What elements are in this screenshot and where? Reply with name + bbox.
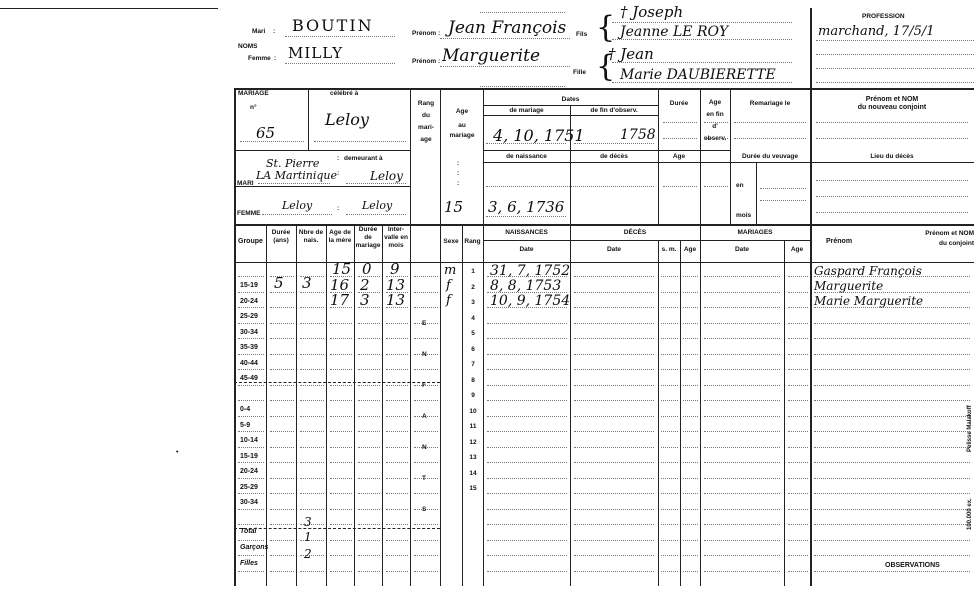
nouveau-conjoint-label: Prénom et NOM du nouveau conjoint	[857, 96, 927, 111]
total-label: Total	[240, 528, 257, 535]
group-row-label: 20-24	[240, 297, 258, 305]
rang-number: 2	[471, 283, 475, 291]
de-deces-label: de décès	[600, 153, 628, 160]
age-mere-label: Age de la mère	[328, 229, 352, 244]
group-row-label: 35-39	[240, 344, 258, 351]
child-1-name: Gaspard François	[814, 264, 922, 278]
group-row-label: 25-29	[240, 313, 258, 320]
child-3-birth-date: 10, 9, 1754	[490, 293, 571, 309]
row-15-19-duree-mariage: 2	[360, 276, 370, 294]
total-value: 3	[304, 515, 312, 529]
fils-mother: Jeanne LE ROY	[620, 24, 729, 40]
first-row-intervalle: 9	[390, 260, 400, 278]
wife-surname: MILLY	[288, 44, 344, 62]
section-separator	[234, 382, 440, 383]
group-row-label: 40-44	[240, 359, 258, 367]
group-row-label: 0-4	[240, 406, 251, 413]
rang-number: 14	[469, 469, 477, 477]
row-15-19-age-mere: 16	[330, 276, 350, 294]
sm-label: s. m.	[661, 246, 677, 253]
noms-label: NOMS	[238, 43, 258, 50]
marriage-place: Leloy	[325, 110, 369, 129]
enfants-letter: N	[422, 444, 427, 451]
child-2-birth-date: 8, 8, 1753	[490, 278, 562, 294]
rang-label: Rang	[464, 238, 481, 245]
garcons-value: 1	[304, 530, 312, 544]
group-row-label: 30-34	[240, 499, 258, 506]
number-label: n°	[250, 104, 257, 111]
fin-observ-date: 1758	[620, 127, 656, 143]
rang-number: 13	[469, 454, 477, 461]
age-mariage-label: Age au mariage	[449, 108, 475, 139]
rang-number: 11	[469, 423, 477, 430]
dates-label: Dates	[561, 96, 580, 103]
en-label: en	[736, 182, 744, 189]
prenom-label-wife: Prénom	[412, 58, 437, 65]
child-3-sexe: f	[446, 293, 451, 308]
femme-age: 15	[444, 198, 464, 216]
rang-number: 4	[471, 314, 475, 322]
duree-ans-label: Durée (ans)	[271, 229, 291, 244]
child-2-sexe: f	[446, 278, 451, 293]
printer-credit: Pelisse Malakoff	[967, 405, 973, 452]
prenom-label-husband: Prénom	[412, 30, 437, 37]
celebre-label: célébré à	[330, 90, 359, 97]
fils-father: † Joseph	[620, 3, 684, 21]
mariages-date-label: Date	[734, 246, 750, 253]
fin-observ-label: de fin d'observ.	[590, 107, 638, 114]
first-row-age-mere: 15	[332, 260, 352, 278]
enfants-letter: A	[422, 413, 427, 420]
group-row-label: 45-49	[240, 375, 258, 382]
duree-mariage-label: Durée de mariage	[355, 226, 381, 249]
enfants-letter: E	[422, 320, 427, 327]
fille-mother: Marie DAUBIERETTE	[620, 67, 776, 83]
child-1-sexe: m	[444, 263, 457, 278]
row-15-19-nbre: 3	[302, 274, 312, 292]
mariage-label: MARIAGE	[238, 90, 269, 97]
lieu-deces-label: Lieu du décès	[870, 153, 914, 160]
enfants-letter: T	[422, 475, 426, 482]
rang-number: 7	[471, 361, 475, 368]
observations-label: OBSERVATIONS	[885, 562, 940, 569]
rang-number: 8	[471, 376, 475, 384]
naissance-date-label: Date	[519, 246, 534, 253]
femme-row-label: FEMME	[237, 210, 261, 217]
child-1-birth-date: 31, 7, 1752	[490, 263, 571, 279]
groupe-label: Groupe	[238, 238, 263, 245]
demeurant-label: demeurant à	[344, 155, 383, 162]
mari-label: Mari	[252, 28, 266, 35]
totals-separator	[234, 528, 440, 529]
rang-number: 10	[469, 407, 477, 415]
rang-number: 3	[471, 299, 475, 306]
naissances-label: NAISSANCES	[505, 229, 548, 236]
mari-residence: Leloy	[370, 169, 403, 183]
mariages-label: MARIAGES	[737, 229, 773, 236]
fille-label: Fille	[573, 69, 587, 76]
duree-label: Durée	[669, 100, 689, 107]
de-mariage-label: de mariage	[509, 107, 544, 114]
child-2-name: Marguerite	[814, 279, 884, 293]
rang-number: 6	[471, 345, 475, 353]
deces-age-label: Age	[683, 246, 697, 253]
group-row-label: 10-14	[240, 437, 258, 444]
first-row-duree-mariage: 0	[362, 260, 372, 278]
group-row-label: 25-29	[240, 483, 258, 491]
profession-label: PROFESSION	[862, 13, 905, 20]
femme-residence: Leloy	[362, 199, 393, 212]
mari-row-label: MARI	[237, 180, 254, 187]
group-row-label: 15-19	[240, 282, 258, 289]
group-row-label: 15-19	[240, 452, 258, 460]
copies-count: 100.000 ex.	[967, 498, 973, 530]
row-20-24-duree-mariage: 3	[360, 291, 370, 309]
enfants-letter: S	[422, 506, 427, 513]
filles-label: Filles	[240, 560, 258, 567]
deces-date-label: Date	[606, 246, 622, 253]
enfants-letter: F	[422, 382, 426, 389]
filles-value: 2	[304, 547, 312, 561]
de-naissance-label: de naissance	[506, 153, 547, 160]
marriage-date: 4, 10, 1751	[493, 126, 585, 145]
duree-veuvage-label: Durée du veuvage	[742, 153, 798, 160]
child-3-name: Marie Marguerite	[814, 294, 924, 308]
rang-mariage-label: Rang du mari- age	[417, 100, 435, 143]
remariage-label: Remariage le	[749, 100, 791, 107]
group-row-label: 30-34	[240, 328, 258, 336]
age-label-2: Age	[672, 153, 686, 160]
registration-form-page: Mari : NOMS Femme : BOUTIN MILLY Prénom : Prénom : Jean François Marguerite Fils Fille { { † Joseph Jeanne LE ROY † Jean Marie DAUBIERETTE PROFESSION marchand, 17/5/1 MARIAGE célébré à n° 65 Leloy Rang du mari- age Age au mariage Dates de mariage de fin d'observ. 4, 10, 1751 1758 Durée Age en fin d' observ. Remariage le Prénom et NOM du nouveau conjoint de naissance de décès Age Durée du veuvage Lieu du décès en mois demeurant à : : MARI St. Pierre LA Martinique Leloy : : : FEMME Leloy Leloy : 15 3, 6, 1736 Groupe Durée (ans) Nbre de nais. Age de la mère Durée de mariage Inter- valle en mois Sexe Rang NAISSANCES Date DÉCÈS Date s. m. Age MARIAGES Date Age Prénom Prénom et NOM du conjoint 15-19 20-24 25-29 30-34 35-39 40-44 45-49 0-4 5-9 10-14 15-19 20-24 25-29 30-34 1 2 3 4 5 6 7 8 9 10 11 12 13 14 15 E N F A N T S Total Garçons Filles 3 1 2 15 0 9 5 3 16 2 13 17 3 13 m f f 31, 7, 1752 8, 8, 1753 10, 9, 1754 Gaspard François Marguerite Marie Marguerite OBSERVATIONS Pelisse Malakoff 100.000 ex. •	[0, 0, 980, 609]
husband-surname: BOUTIN	[292, 16, 374, 35]
mari-birthplace-1: St. Pierre	[266, 157, 320, 170]
row-15-19-intervalle: 13	[386, 276, 406, 294]
row-20-24-age-mere: 17	[330, 291, 350, 309]
age-fin-observ-label: Age en fin d' observ.	[703, 99, 727, 142]
deces-label: DÉCÈS	[623, 229, 647, 236]
husband-first-name: Jean François	[448, 18, 567, 38]
rang-number: 9	[471, 392, 475, 399]
femme-birthplace: Leloy	[282, 199, 313, 212]
fils-brace: {	[596, 10, 616, 45]
wife-first-name: Marguerite	[442, 46, 541, 66]
femme-birth-date: 3, 6, 1736	[488, 198, 565, 216]
femme-label: Femme	[248, 55, 271, 62]
mariages-age-label: Age	[790, 246, 804, 253]
rang-number: 5	[471, 330, 475, 337]
speck-mark: •	[176, 449, 179, 456]
garcons-label: Garçons	[240, 544, 269, 551]
top-left-rule	[0, 8, 218, 9]
mari-birthplace-2: LA Martinique	[256, 169, 338, 182]
profession-value: marchand, 17/5/1	[818, 24, 935, 39]
fils-label: Fils	[576, 31, 588, 38]
row-20-24-intervalle: 13	[386, 291, 406, 309]
intervalle-label: Inter- valle en mois	[384, 226, 408, 249]
conjoint-label: Prénom et NOM du conjoint	[925, 230, 974, 247]
rang-number: 1	[471, 268, 475, 275]
fille-father: † Jean	[608, 45, 654, 63]
mois-label: mois	[736, 212, 752, 219]
group-row-label: 5-9	[240, 421, 251, 429]
fille-brace: {	[596, 49, 616, 84]
rang-number: 15	[469, 485, 477, 492]
nbre-naiss-label: Nbre de nais.	[298, 229, 324, 244]
group-row-label: 20-24	[240, 468, 258, 475]
sexe-label: Sexe	[443, 238, 459, 245]
enfants-letter: N	[422, 351, 427, 358]
form-left-border	[234, 88, 236, 586]
prenom-label: Prénom	[826, 238, 853, 245]
marriage-number: 65	[256, 124, 276, 142]
row-15-19-duree: 5	[274, 274, 284, 292]
rang-number: 12	[469, 438, 477, 446]
